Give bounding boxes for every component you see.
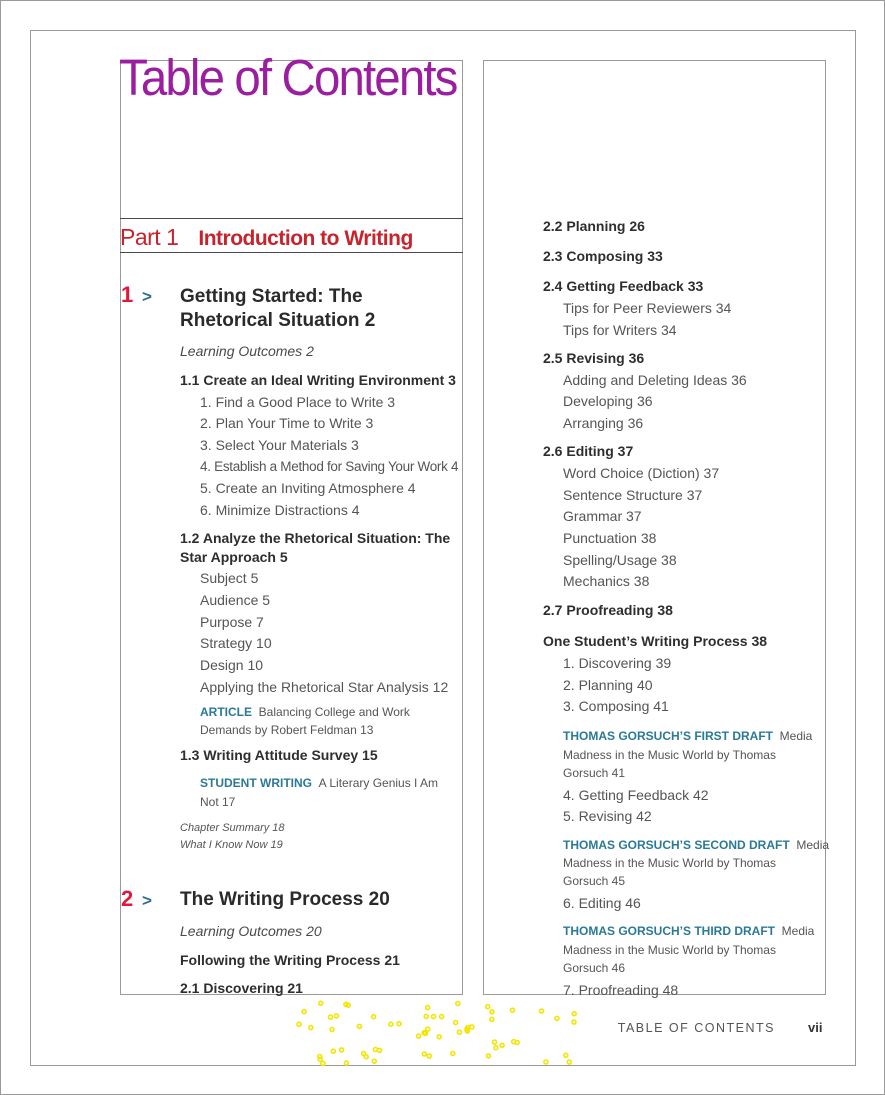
article-entry-line-1	[200, 703, 410, 721]
decorative-dot	[470, 1025, 474, 1029]
part-rule-top	[120, 218, 463, 219]
part-heading	[120, 224, 413, 252]
student-writing-line-2: Not 17	[200, 795, 236, 809]
section-2-3: 2.3 Composing 33	[543, 248, 663, 264]
section-2-6-item: Mechanics 38	[563, 573, 650, 589]
student-writing-title: A Literary Genius I Am	[318, 776, 439, 790]
second-draft-line-3: Gorsuch 45	[563, 874, 626, 888]
decorative-dot	[437, 1035, 441, 1039]
decorative-dot	[357, 1024, 361, 1028]
decorative-dot	[458, 1030, 462, 1034]
decorative-dot	[422, 1052, 426, 1056]
chapter-1-arrow-icon: >	[142, 287, 152, 306]
process-step: 6. Editing 46	[563, 895, 641, 911]
section-1-1-item: 5. Create an Inviting Atmosphere 4	[200, 480, 416, 496]
what-i-know-now: What I Know Now 19	[180, 839, 283, 851]
third-draft-line-1	[563, 922, 814, 940]
decorative-dot	[490, 1017, 494, 1021]
decorative-dot	[424, 1014, 428, 1018]
article-title: Balancing College and Work	[258, 705, 410, 719]
decorative-dot	[567, 1060, 571, 1064]
decorative-dot	[427, 1054, 431, 1058]
chapter-1-learning-outcomes: Learning Outcomes 2	[180, 343, 314, 359]
section-1-1-item: 1. Find a Good Place to Write 3	[200, 394, 396, 410]
decorative-dot	[555, 1016, 559, 1020]
one-student-writing-process: One Student’s Writing Process 38	[543, 633, 768, 649]
third-draft-line-2: Madness in the Music World by Thomas	[563, 943, 776, 957]
section-2-5-item: Developing 36	[563, 393, 653, 409]
section-1-1-item: 3. Select Your Materials 3	[200, 437, 359, 453]
section-1-1: 1.1 Create an Ideal Writing Environment 3	[180, 372, 456, 388]
section-1-2-item: Strategy 10	[200, 635, 272, 651]
first-draft-line-2: Madness in the Music World by Thomas	[563, 748, 776, 762]
section-2-5-item: Adding and Deleting Ideas 36	[563, 372, 747, 388]
process-step: 7. Proofreading 48	[563, 982, 679, 998]
decorative-dot	[544, 1060, 548, 1064]
decorative-dots	[295, 1000, 590, 1066]
decorative-dot	[494, 1046, 498, 1050]
process-step: 4. Getting Feedback 42	[563, 787, 709, 803]
process-step: 2. Planning 40	[563, 677, 653, 693]
chapter-2-title: The Writing Process 20	[180, 889, 390, 910]
decorative-dot	[340, 1048, 344, 1052]
section-2-6-item: Grammar 37	[563, 508, 642, 524]
decorative-dot	[572, 1012, 576, 1016]
section-1-2-item: Applying the Rhetorical Star Analysis 12	[200, 679, 449, 695]
second-draft-line-1	[563, 836, 829, 854]
article-entry-line-2: Demands by Robert Feldman 13	[200, 723, 374, 737]
process-step: 5. Revising 42	[563, 808, 652, 824]
first-draft-label: THOMAS GORSUCH’S FIRST DRAFT	[563, 729, 773, 743]
section-1-2-item: Design 10	[200, 657, 264, 673]
section-2-4-item: Tips for Writers 34	[563, 322, 677, 338]
decorative-dot	[297, 1022, 301, 1026]
third-draft-label: THOMAS GORSUCH’S THIRD DRAFT	[563, 924, 775, 938]
decorative-dot	[490, 1010, 494, 1014]
decorative-dot	[330, 1028, 334, 1032]
second-draft-title: Media	[796, 838, 830, 852]
chapter-2-number: 2	[121, 886, 134, 911]
section-1-1-item: 6. Minimize Distractions 4	[200, 502, 360, 518]
decorative-dot	[440, 1015, 444, 1019]
section-1-2-line-1: 1.2 Analyze the Rhetorical Situation: The	[180, 530, 451, 546]
section-2-6-item: Sentence Structure 37	[563, 487, 703, 503]
decorative-dot	[454, 1021, 458, 1025]
section-1-2-item: Purpose 7	[200, 614, 264, 630]
section-2-5-item: Arranging 36	[563, 415, 644, 431]
decorative-dot	[389, 1022, 393, 1026]
article-label: ARTICLE	[200, 705, 252, 719]
decorative-dot	[417, 1034, 421, 1038]
decorative-dot	[331, 1049, 335, 1053]
part-title: Introduction to Writing	[198, 227, 413, 250]
decorative-dot	[329, 1015, 333, 1019]
section-1-3: 1.3 Writing Attitude Survey 15	[180, 747, 378, 763]
section-2-6-item: Punctuation 38	[563, 530, 657, 546]
part-rule-bottom	[120, 252, 463, 253]
page-title: Table of Contents	[119, 49, 457, 106]
decorative-dot	[372, 1015, 376, 1019]
decorative-dot	[318, 1057, 322, 1061]
decorative-dot	[334, 1014, 338, 1018]
decorative-dot	[493, 1040, 497, 1044]
section-2-2: 2.2 Planning 26	[543, 218, 645, 234]
decorative-dot	[319, 1001, 323, 1005]
chapter-2-learning-outcomes: Learning Outcomes 20	[180, 923, 322, 939]
third-draft-title: Media	[781, 924, 815, 938]
chapter-1-number: 1	[121, 282, 134, 307]
following-the-writing-process: Following the Writing Process 21	[180, 952, 400, 968]
decorative-dot	[511, 1008, 515, 1012]
decorative-dot	[372, 1059, 376, 1063]
decorative-dot	[512, 1040, 516, 1044]
running-footer: TABLE OF CONTENTS	[617, 1021, 775, 1035]
first-draft-line-3: Gorsuch 41	[563, 766, 626, 780]
section-2-4-item: Tips for Peer Reviewers 34	[563, 300, 732, 316]
decorative-dot	[302, 1010, 306, 1014]
student-writing-line-1	[200, 774, 438, 792]
section-1-2-line-2: Star Approach 5	[180, 549, 288, 565]
process-step: 3. Composing 41	[563, 698, 669, 714]
chapter-summary: Chapter Summary 18	[180, 822, 285, 834]
decorative-dot	[486, 1005, 490, 1009]
second-draft-line-2: Madness in the Music World by Thomas	[563, 856, 776, 870]
page-number: vii	[808, 1020, 823, 1035]
first-draft-title: Media	[779, 729, 813, 743]
section-2-6: 2.6 Editing 37	[543, 443, 634, 459]
decorative-dot	[344, 1061, 348, 1065]
chapter-1-title-line-1: Getting Started: The	[180, 286, 363, 307]
left-column-frame	[120, 60, 463, 995]
first-draft-line-1	[563, 727, 812, 745]
decorative-dot	[397, 1022, 401, 1026]
second-draft-label: THOMAS GORSUCH’S SECOND DRAFT	[563, 838, 790, 852]
section-2-5: 2.5 Revising 36	[543, 350, 645, 366]
decorative-dot	[426, 1027, 430, 1031]
decorative-dot	[432, 1015, 436, 1019]
section-1-2-item: Subject 5	[200, 570, 259, 586]
decorative-dot	[572, 1020, 576, 1024]
student-writing-label: STUDENT WRITING	[200, 776, 312, 790]
section-1-1-item: 2. Plan Your Time to Write 3	[200, 415, 374, 431]
chapter-2-arrow-icon: >	[142, 891, 152, 910]
decorative-dot	[500, 1043, 504, 1047]
part-number: Part 1	[120, 224, 179, 250]
chapter-1-title-line-2: Rhetorical Situation 2	[180, 310, 376, 331]
section-2-6-item: Spelling/Usage 38	[563, 552, 677, 568]
decorative-dot	[373, 1048, 377, 1052]
decorative-dot	[564, 1053, 568, 1057]
decorative-dot	[540, 1009, 544, 1013]
decorative-dot	[487, 1054, 491, 1058]
decorative-dot	[426, 1006, 430, 1010]
process-step: 1. Discovering 39	[563, 655, 672, 671]
decorative-dot	[309, 1026, 313, 1030]
section-1-1-item: 4. Establish a Method for Saving Your Work 4	[200, 459, 459, 474]
decorative-dot	[321, 1061, 325, 1065]
section-1-2-item: Audience 5	[200, 592, 271, 608]
section-2-1: 2.1 Discovering 21	[180, 980, 303, 996]
section-2-7: 2.7 Proofreading 38	[543, 602, 673, 618]
decorative-dot	[451, 1052, 455, 1056]
decorative-dot	[362, 1052, 366, 1056]
decorative-dot	[456, 1002, 460, 1006]
third-draft-line-3: Gorsuch 46	[563, 961, 626, 975]
section-2-6-item: Word Choice (Diction) 37	[563, 465, 720, 481]
section-2-4: 2.4 Getting Feedback 33	[543, 278, 704, 294]
